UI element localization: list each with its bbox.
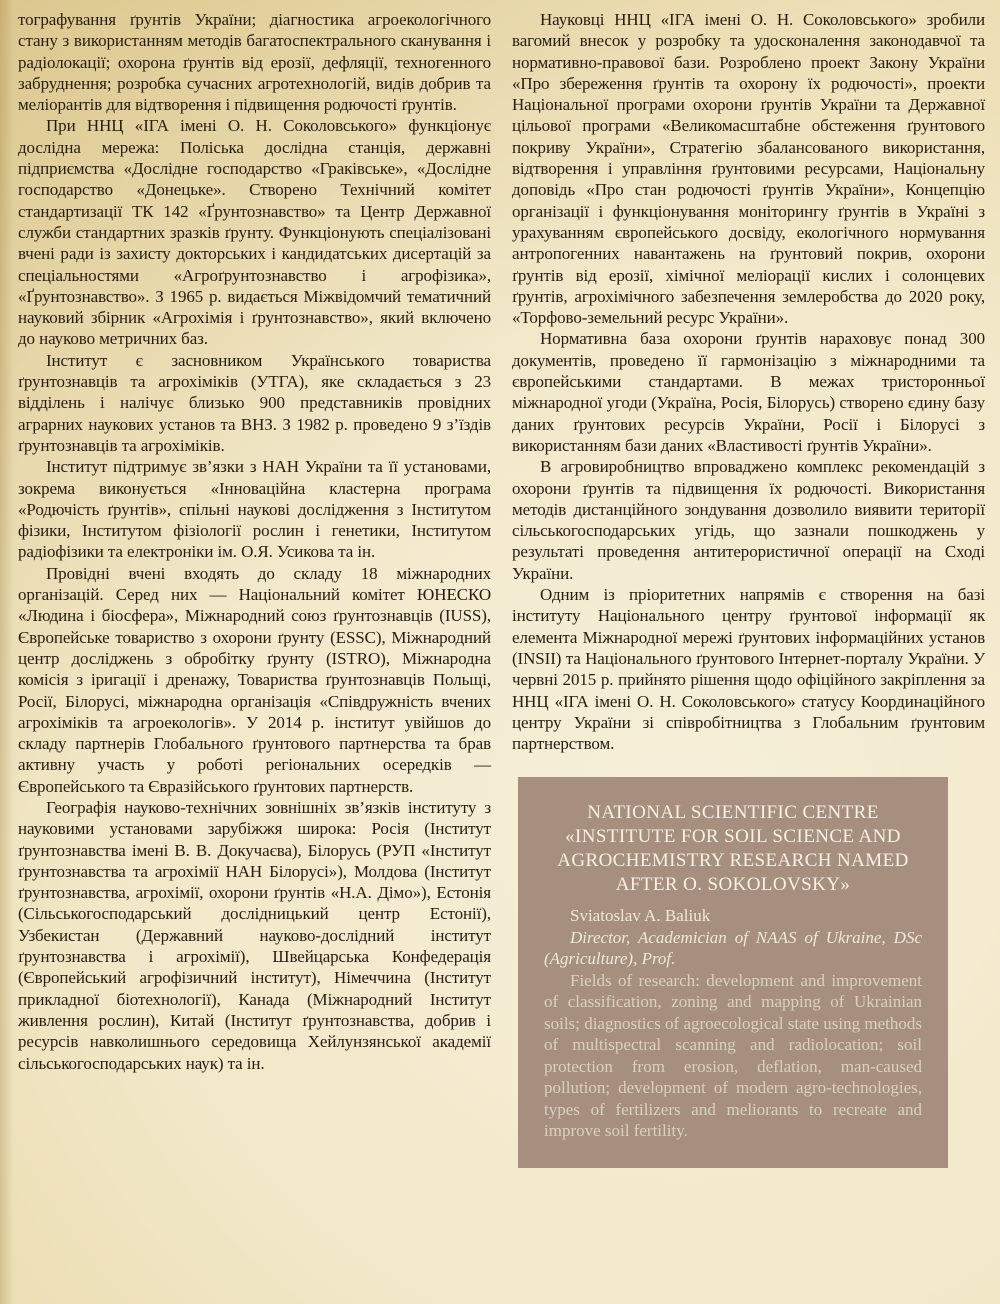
info-box	[518, 777, 948, 1168]
info-box-title: NATIONAL SCIENTIFIC CENTRE «INSTITUTE FOR SOIL SCIENCE AND AGROCHEMISTRY RESEARCH NAMED AFTER O. SOKOLOVSKY»	[557, 802, 909, 896]
person-role: Director, Academician of NAAS of Ukraine, DSc (Agriculture), Prof.	[544, 927, 922, 969]
right-paragraph-3: В агровиробництво впроваджено комплекс рекомендацій з охорони ґрунтів та підвищення їх родючості. Використання методів дистанційного зондування дозволило виявити території сільськогосподарських угідь, що зазнали пошкоджень у результаті проведення антитерористичної операції на Сході України.	[512, 457, 985, 583]
left-column	[18, 9, 491, 1304]
info-box-description: Fields of research: development and improvement of classification, zoning and mapping of Ukrainian soils; diagnostics of agroecological state using methods of multispectral scanning and radiolocation; soil protection from erosion, deflation, man-caused pollution; development of modern agro-technologies, types of fertilizers and meliorants to recreate and improve soil fertility.	[544, 970, 922, 1141]
left-paragraph-4: Інститут підтримує зв’язки з НАН України та її установами, зокрема виконується «Інноваційна кластерна програма «Родючість ґрунтів», спільні наукові дослідження з Інститутом фізики, Інститутом фізіології рослин і генетики, Інститутом радіофізики та електроніки ім. О.Я. Усикова та ін.	[18, 457, 491, 562]
right-paragraph-1: Науковці ННЦ «ІГА імені О. Н. Соколовського» зробили вагомий внесок у розробку та удосконалення законодавчої та нормативно-правової бази. Розроблено проект Закону України «Про збереження ґрунтів та охорону їх родючості», проекти Національної програми охорони ґрунтів України та Державної цільової програми «Великомасштабне обстеження ґрунтового покриву України», Стратегію збалансованого використання, відтворення і управління ґрунтовими ресурсами, Національну доповідь «Про стан родючості ґрунтів України», Концепцію організації і функціонування моніторингу ґрунтів в Україні з урахуванням європейського досвіду, екологічного нормування антропогенних навантажень на ґрунтовий покрив, охорони ґрунтів від ерозії, хімічної меліорації кислих і солонцевих ґрунтів, агрохімічного забезпечення землеробства до 2020 року, «Торфово-земельний ресурс України».	[512, 10, 985, 328]
person-name: Sviatoslav A. Baliuk	[570, 906, 711, 926]
left-paragraph-3: Інститут є засновником Українського товариства ґрунтознавців та агрохіміків (УТГА), яке складається з 23 відділень і налічує близько 900 представників провідних аграрних наукових установ та ВНЗ. З 1982 р. проведено 9 з’їздів ґрунтознавців та агрохіміків.	[18, 350, 491, 455]
right-paragraph-4: Одним із пріоритетних напрямів є створення на базі інституту Національного центру ґрунтової інформації як елемента Міжнародної мережі ґрунтових інформаційних установ (INSII) та Національного ґрунтового Інтернет-порталу України. У червні 2015 р. прийнято рішення щодо офіційного закріплення за ННЦ «ІГА імені О. Н. Соколовського» статусу Координаційного центру України зі співробітництва з Глобальним ґрунтовим партнерством.	[512, 585, 985, 754]
left-paragraph-5: Провідні вчені входять до складу 18 міжнародних організацій. Серед них — Національний комітет ЮНЕСКО «Людина і біосфера», Міжнародний союз ґрунтознавців (IUSS), Європейське товариство з охорони ґрунту (ESSC), Міжнародний центр досліджень з обробітку ґрунту (ISTRO), Міжнародна комісія з іригації і дренажу, Товариства ґрунтознавців Польщі, Росії, Білорусі, міжнародна організація «Співдружність вчених агрохіміків та агроекологів». У 2014 р. інститут увійшов до складу партнерів Глобального ґрунтового партнерства та брав активну участь у роботі регіональних осередків — Європейського та Євразійського ґрунтових партнерств.	[18, 563, 491, 796]
right-column	[512, 9, 985, 1304]
left-paragraph-6: Географія науково-технічних зовнішніх зв’язків інституту з науковими установами зарубіжжя широка: Росія (Інститут ґрунтознавства імені В. В. Докучаєва), Білорусь (РУП «Інститут ґрунтознавства та агрохімії НАН Білорусі»), Молдова (Інститут ґрунтознавства, агрохімії, охорони ґрунтів «Н.А. Дімо»), Естонія (Сільськогосподарський дослідницький центр Естонії), Узбекистан (Державний науково-дослідний інститут ґрунтознавства і агрохімії), Швейцарська Конфедерація (Європейський агрофізичний інститут), Німеччина (Інститут прикладної біотехнології), Канада (Міжнародний Інститут живлення рослин), Китай (Інститут ґрунтознавства, добрив і ресурсів навколишнього середовища Хейлунзянської академії сільськогосподарських наук) та ін.	[18, 797, 491, 1073]
right-paragraph-2: Нормативна база охорони ґрунтів нараховує понад 300 документів, проведено її гармонізацію з міжнародними та європейськими стандартами. В межах тристоронньої міжнародної угоди (Україна, Росія, Білорусь) створено єдину базу даних ґрунтових ресурсів України, Росії і Білорусі з використанням бази даних «Властивості ґрунтів України».	[512, 329, 985, 455]
left-paragraph-2: При ННЦ «ІГА імені О. Н. Соколовського» функціонує дослідна мережа: Поліська дослідна станція, державні підприємства «Дослідне господарство «Граківське», «Дослідне господарство «Донецьке». Створено Технічний комітет стандартизації ТК 142 «Ґрунтознавство» та Центр Державної служби стандартних зразків ґрунту. Функціонують спеціалізовані вчені ради із захисту докторських і кандидатських дисертацій за спеціальностями «Агроґрунтознавство і агрофізика», «Ґрунтознавство». З 1965 р. видається Міжвідомчий тематичний науковий збірник «Агрохімія і ґрунтознавство», який включено до науково метричних баз.	[18, 116, 491, 349]
left-paragraph-1: тографування ґрунтів України; діагностика агроекологічного стану з використанням методів багатоспектрального сканування і радіолокації; охорона ґрунтів від ерозії, дефляції, техногенного забруднення; розробка сучасних агротехнологій, видів добрив та меліорантів для відтворення і підвищення родючості ґрунтів.	[18, 10, 491, 115]
